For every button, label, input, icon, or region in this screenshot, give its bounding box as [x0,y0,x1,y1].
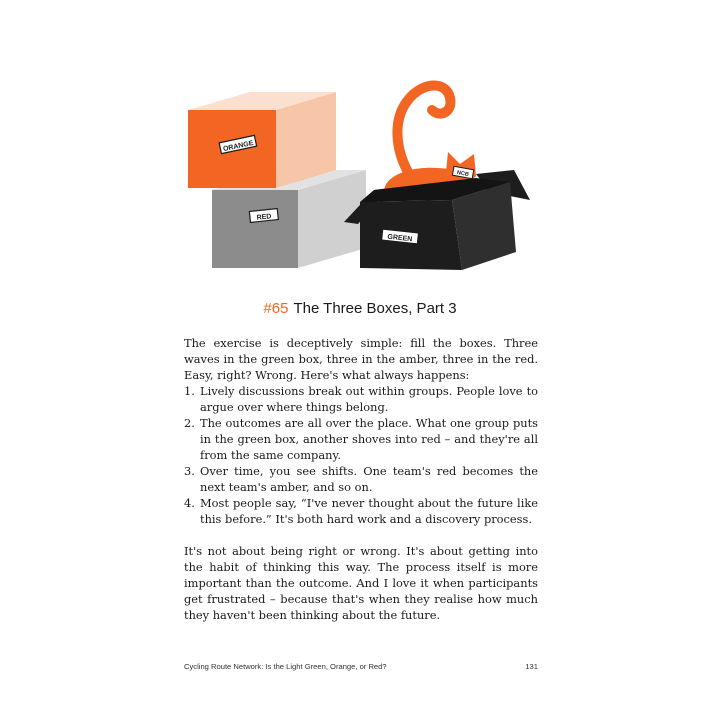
list-item [184,495,538,527]
intro-paragraph: The exercise is deceptively simple: fill the boxes. Three waves in the green box, three in the amber, three in the red. Easy, right? Wrong. Here's what always happens: [184,336,538,382]
list-number: 1. [184,384,195,398]
list-item [184,383,538,415]
section-heading [0,300,720,317]
closing-paragraph: It's not about being right or wrong. It's about getting into the habit of thinking this way. The process itself is more important than the outcome. And I love it when participants get frustrated – because that's when they realise how much they haven't been thinking about the future. [184,544,538,622]
green-box-label: GREEN [387,233,413,244]
list-text: Most people say, “I've never thought about the future like this before.” It's both hard work and a discovery process. [200,496,538,526]
list-text: Lively discussions break out within groups. People love to argue over where things belong. [200,384,538,414]
three-boxes-illustration [170,70,550,280]
list-item [184,415,538,463]
black-box [344,152,530,270]
orange-box [188,92,336,188]
list-text: Over time, you see shifts. One team's red becomes the next team's amber, and so on. [200,464,538,494]
cat-label: NCB [456,169,470,178]
section-title: The Three Boxes, Part 3 [293,300,457,317]
list-text: The outcomes are all over the place. What one group puts in the green box, another shoves into red – and they're all from the same company. [200,416,538,462]
section-number: #65 [263,300,289,317]
list-number: 3. [184,464,195,478]
page-footer [184,662,538,671]
cat-tail [397,85,450,172]
page-number: 131 [525,662,538,671]
red-box-label: RED [256,213,272,222]
outcomes-list [184,383,538,527]
list-number: 2. [184,416,195,430]
orange-box-label: ORANGE [222,139,255,154]
list-number: 4. [184,496,195,510]
body-text [184,335,538,623]
running-title: Cycling Route Network: Is the Light Green, Orange, or Red? [184,662,387,671]
list-item [184,463,538,495]
